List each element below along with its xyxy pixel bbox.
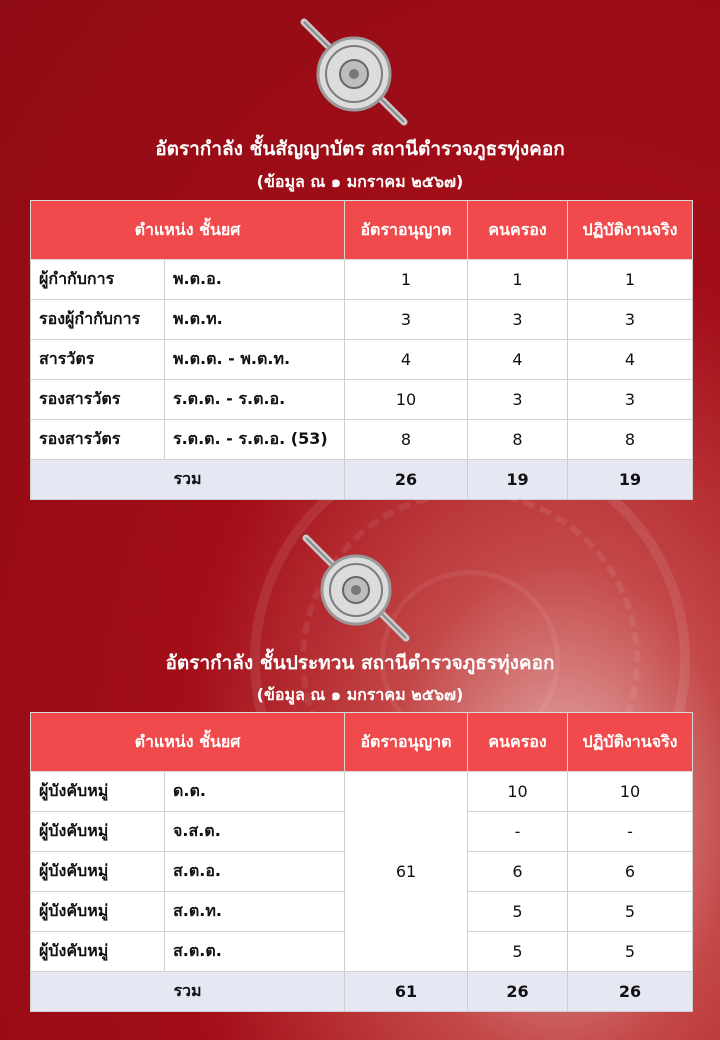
header-position-rank: ตำแหน่ง ชั้นยศ [31,713,345,772]
total-actual: 19 [568,460,693,500]
header-actual: ปฏิบัติงานจริง [568,713,693,772]
table-header-row [31,713,693,772]
rank-cell: ส.ต.ท. [165,892,345,932]
total-quota: 61 [345,972,468,1012]
actual-cell: 3 [568,300,693,340]
table-row [31,300,693,340]
total-label: รวม [31,460,345,500]
rank-cell: ส.ต.อ. [165,852,345,892]
header-quota: อัตราอนุญาต [345,713,468,772]
position-cell: ผู้บังคับหมู่ [31,812,165,852]
rank-cell: ด.ต. [165,772,345,812]
header-quota: อัตราอนุญาต [345,201,468,260]
actual-cell: 1 [568,260,693,300]
quota-merged-cell: 61 [345,772,468,972]
position-cell: ผู้บังคับหมู่ [31,932,165,972]
rank-cell: ส.ต.ต. [165,932,345,972]
total-holders: 19 [468,460,568,500]
holders-cell: 6 [468,852,568,892]
total-row [31,460,693,500]
actual-cell: 8 [568,420,693,460]
header-position-rank: ตำแหน่ง ชั้นยศ [31,201,345,260]
actual-cell: 5 [568,932,693,972]
header-holders: คนครอง [468,713,568,772]
table-row [31,380,693,420]
table-row [31,420,693,460]
total-actual: 26 [568,972,693,1012]
position-cell: ผู้บังคับหมู่ [31,772,165,812]
holders-cell: 5 [468,932,568,972]
holders-cell: - [468,812,568,852]
total-holders: 26 [468,972,568,1012]
total-quota: 26 [345,460,468,500]
rank-cell: พ.ต.อ. [165,260,345,300]
table-header-row [31,201,693,260]
header-holders: คนครอง [468,201,568,260]
actual-cell: 3 [568,380,693,420]
rank-cell: จ.ส.ต. [165,812,345,852]
position-cell: สารวัตร [31,340,165,380]
total-row [31,972,693,1012]
rank-cell: ร.ต.ต. - ร.ต.อ. (53) [165,420,345,460]
position-cell: ผู้บังคับหมู่ [31,852,165,892]
police-emblem-icon [296,18,416,128]
rank-cell: พ.ต.ท. [165,300,345,340]
holders-cell: 4 [468,340,568,380]
total-label: รวม [31,972,345,1012]
actual-cell: 5 [568,892,693,932]
table-row [31,260,693,300]
quota-cell: 1 [345,260,468,300]
position-cell: รองสารวัตร [31,380,165,420]
position-cell: ผู้กำกับการ [31,260,165,300]
quota-cell: 4 [345,340,468,380]
position-cell: รองสารวัตร [31,420,165,460]
police-emblem-icon [298,534,418,644]
actual-cell: - [568,812,693,852]
holders-cell: 8 [468,420,568,460]
quota-cell: 8 [345,420,468,460]
section1-title: อัตรากำลัง ชั้นสัญญาบัตร สถานีตำรวจภูธรทุ่งคอก [155,138,565,160]
position-cell: รองผู้กำกับการ [31,300,165,340]
rank-cell: พ.ต.ต. - พ.ต.ท. [165,340,345,380]
section2-subtitle: (ข้อมูล ณ ๑ มกราคม ๒๕๖๗) [256,685,464,704]
holders-cell: 1 [468,260,568,300]
holders-cell: 10 [468,772,568,812]
table-row [31,772,693,812]
actual-cell: 10 [568,772,693,812]
table-row [31,340,693,380]
header-actual: ปฏิบัติงานจริง [568,201,693,260]
holders-cell: 5 [468,892,568,932]
quota-cell: 3 [345,300,468,340]
section2-title: อัตรากำลัง ชั้นประทวน สถานีตำรวจภูธรทุ่งคอก [165,652,555,674]
holders-cell: 3 [468,300,568,340]
position-cell: ผู้บังคับหมู่ [31,892,165,932]
rank-cell: ร.ต.ต. - ร.ต.อ. [165,380,345,420]
holders-cell: 3 [468,380,568,420]
section1-subtitle: (ข้อมูล ณ ๑ มกราคม ๒๕๖๗) [256,172,464,191]
actual-cell: 4 [568,340,693,380]
non-commissioned-officers-table [30,712,693,1012]
quota-cell: 10 [345,380,468,420]
actual-cell: 6 [568,852,693,892]
commissioned-officers-table [30,200,693,500]
